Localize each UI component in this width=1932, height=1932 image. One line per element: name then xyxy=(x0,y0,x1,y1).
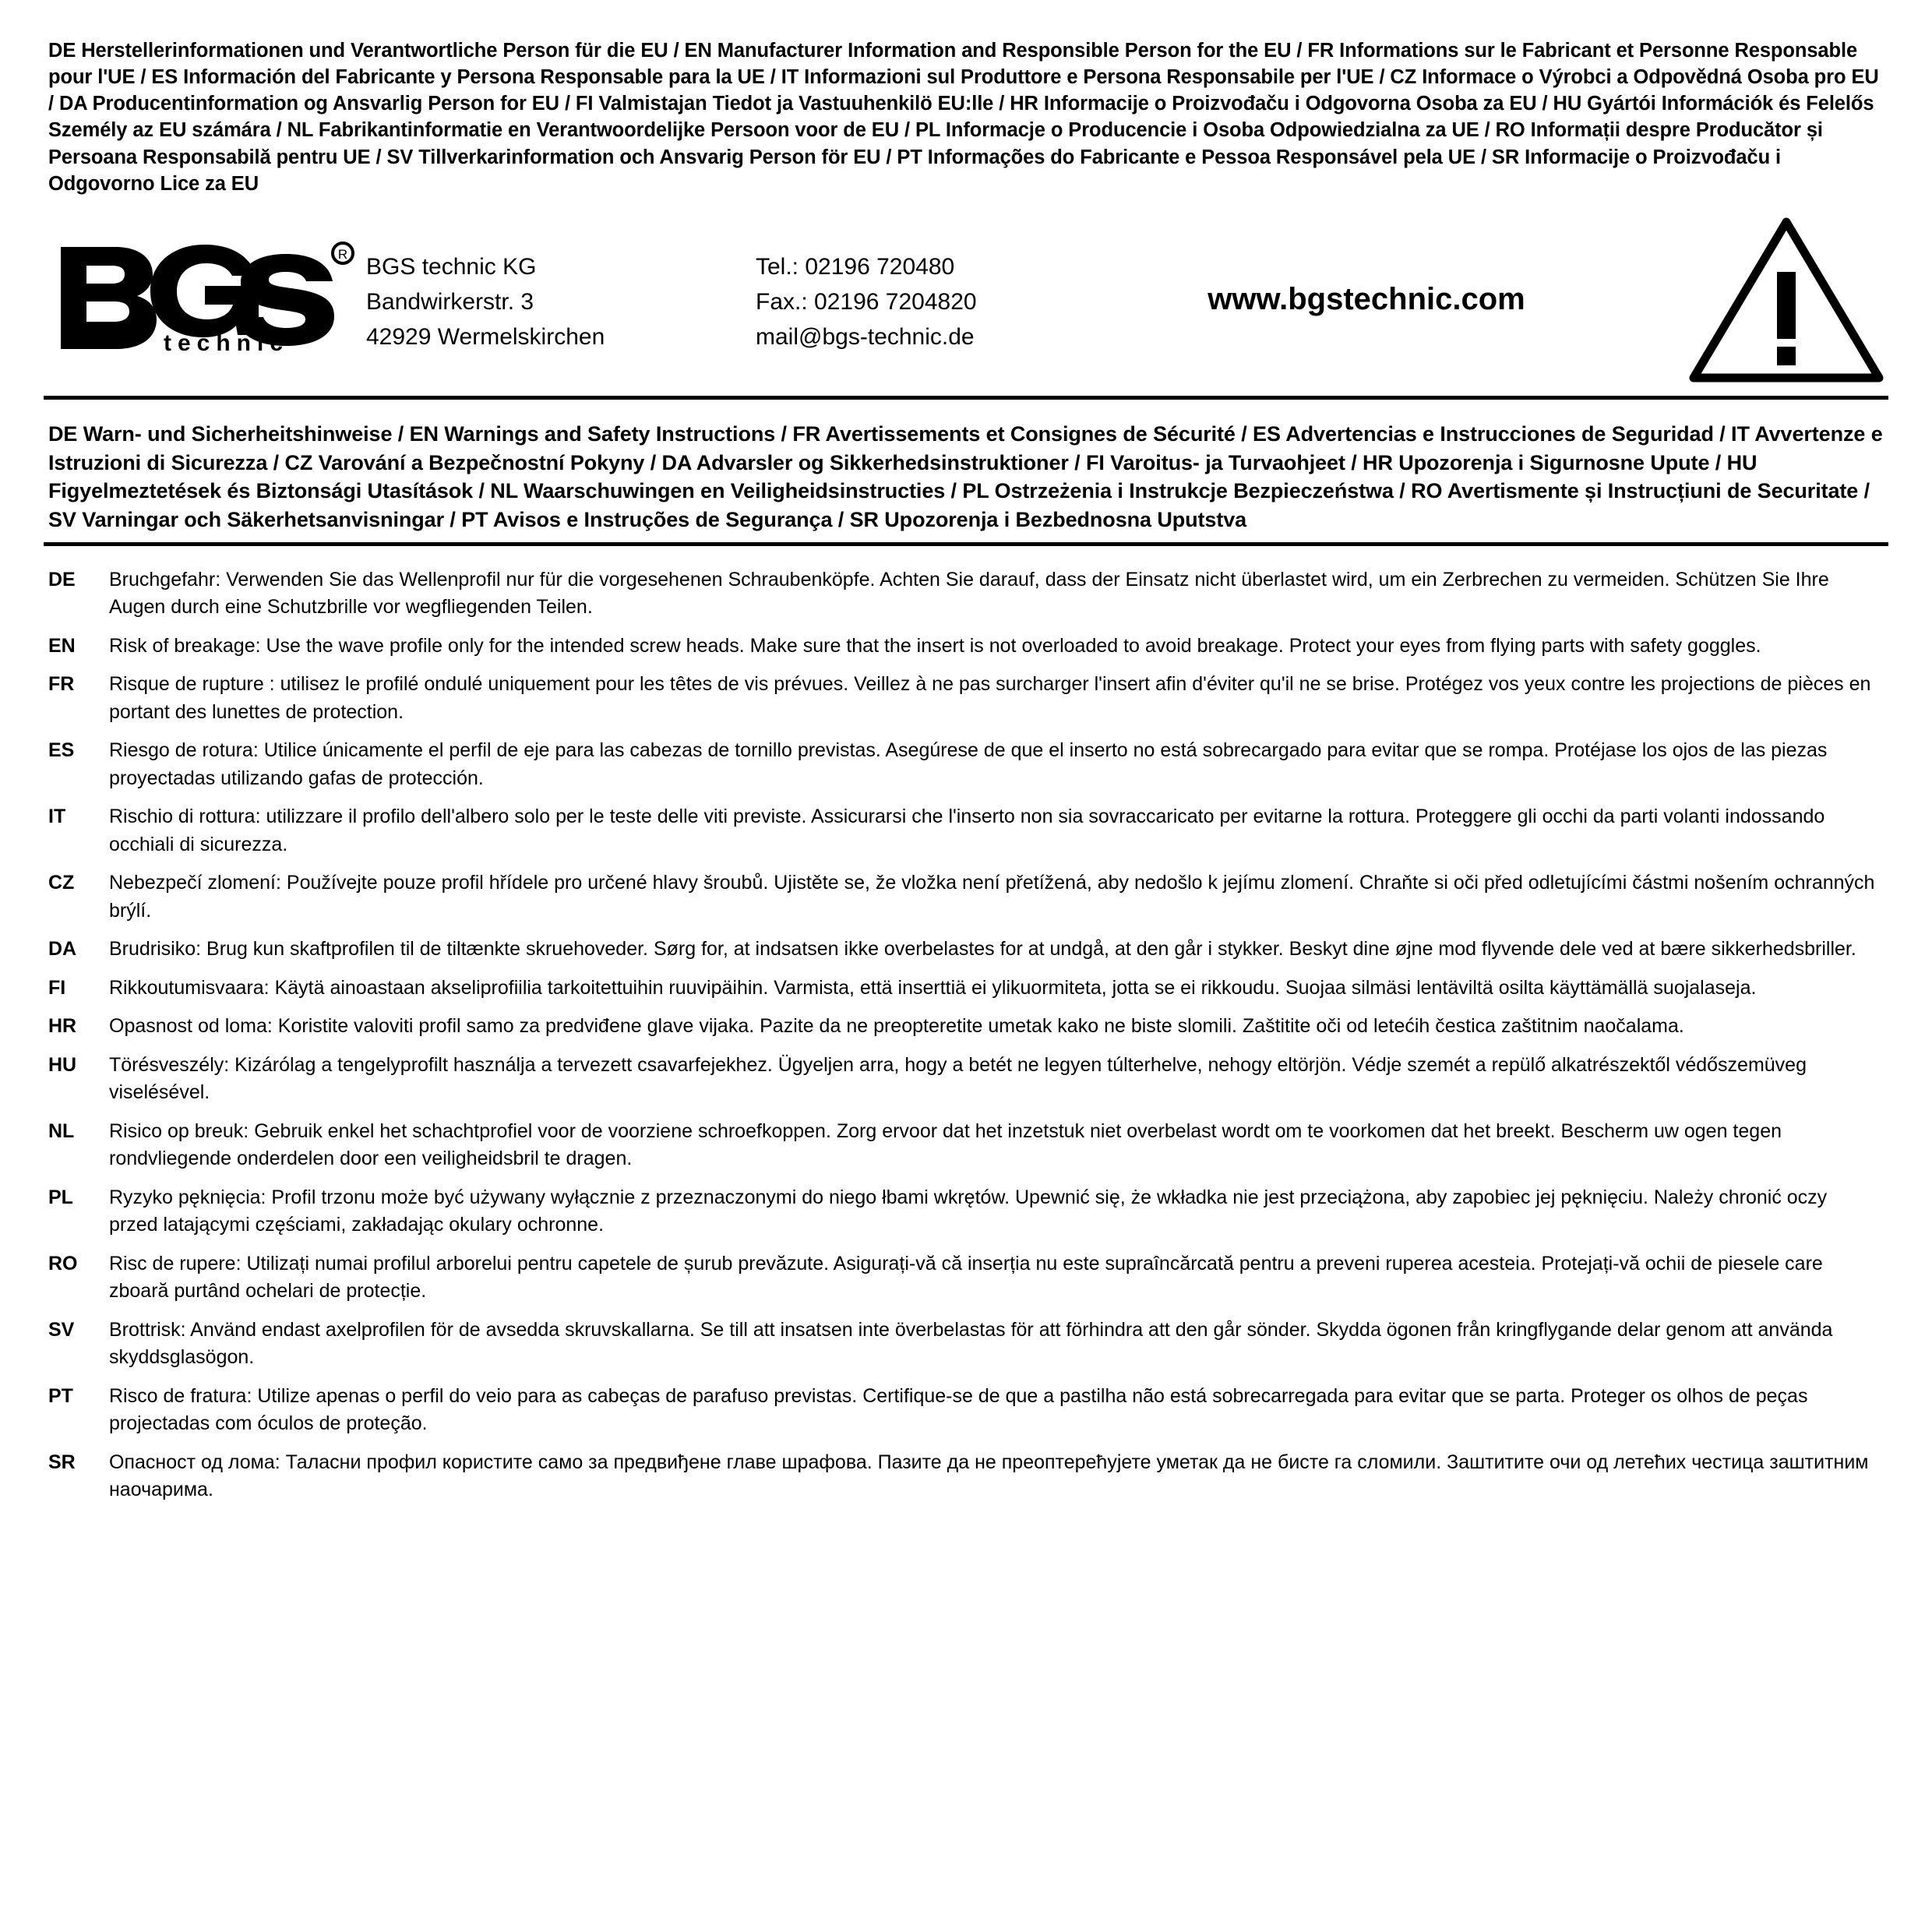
instruction-text: Ryzyko pęknięcia: Profil trzonu może być używany wyłącznie z przeznaczonymi do niego łbami wkrętów. Upewnić się, że wkładka nie jest przeciążona, aby zapobiec jej pęknięciu. Należy chronić oczy przed latającymi częściami, zakładając okulary ochronne. xyxy=(109,1186,1828,1236)
language-code: SR xyxy=(48,1451,76,1473)
language-code: PL xyxy=(48,1186,73,1208)
instructions-list xyxy=(44,566,1888,1504)
list-item xyxy=(48,671,1884,726)
list-item xyxy=(48,936,1884,964)
list-item xyxy=(48,633,1884,661)
company-address xyxy=(366,245,756,354)
list-item xyxy=(48,1317,1884,1372)
list-item xyxy=(48,869,1884,925)
language-code: DA xyxy=(48,938,77,961)
instruction-text: Rischio di rottura: utilizzare il profilo dell'albero solo per le teste delle viti previste. Assicurarsi che l'inserto non sia sovraccaricato per evitarne la rottura. Proteggere gli occhi da parti volanti indossando occhiali di sicurezza. xyxy=(109,806,1825,855)
instruction-text: Riesgo de rotura: Utilice únicamente el perfil de eje para las cabezas de tornillo previstas. Asegúrese de que el inserto no está sobrecargado para evitar que se rompa. Protéjase los ojos de las piezas proyectadas utilizando gafas de protección. xyxy=(109,739,1828,789)
instruction-text: Risk of breakage: Use the wave profile only for the intended screw heads. Make sure that the insert is not overloaded to avoid breakage. Protect your eyes from flying parts with safety goggles. xyxy=(109,634,1761,657)
instruction-text: Brottrisk: Använd endast axelprofilen för de avsedda skruvskallarna. Se till att insatsen inte överbelastas för att förhindra att den går sönder. Skydda ögonen från kringflygande delar genom att använda skyddsglasögon. xyxy=(109,1318,1833,1369)
language-code: DE xyxy=(48,568,76,591)
company-contact xyxy=(756,245,1091,354)
list-item xyxy=(48,737,1884,792)
instruction-text: Risque de rupture : utilisez le profilé ondulé uniquement pour les têtes de vis prévues. Veillez à ne pas surcharger l'insert afin d'éviter qu'il ne se brise. Protégez vos yeux contre les projections de pièces en portant des lunettes de protection. xyxy=(109,673,1871,723)
list-item xyxy=(48,1250,1884,1306)
instruction-text: Nebezpečí zlomení: Používejte pouze profil hřídele pro určené hlavy šroubů. Ujistěte se, že vložka není přetížená, aby nedošlo k jejímu zlomení. Chraňte si oči před odletujícími částmi nošením ochranných brýlí. xyxy=(109,872,1875,922)
instruction-text: Risico op breuk: Gebruik enkel het schachtprofiel voor de voorziene schroefkoppen. Zorg ervoor dat het inzetstuk niet overbelast wordt om te voorkomen dat het breekt. Bescherm uw ogen tegen rondvliegende onderdelen door een veiligheidsbril te dragen. xyxy=(109,1119,1782,1170)
instruction-text: Bruchgefahr: Verwenden Sie das Wellenprofil nur für die vorgesehenen Schraubenköpfe. Achten Sie darauf, dass der Einsatz nicht überlastet wird, um ein Zerbrechen zu vermeiden. Schützen Sie Ihre Augen durch eine Schutzbrille vor wegfliegenden Teilen. xyxy=(109,568,1829,619)
list-item xyxy=(48,1118,1884,1173)
company-tel: Tel.: 02196 720480 xyxy=(756,253,955,280)
language-code: HU xyxy=(48,1053,77,1076)
language-code: SV xyxy=(48,1318,75,1341)
warning-triangle-icon xyxy=(1673,216,1884,383)
company-email[interactable]: mail@bgs-technic.de xyxy=(756,323,975,350)
language-code: CZ xyxy=(48,872,75,894)
company-info-bar xyxy=(44,208,1888,400)
language-code: EN xyxy=(48,634,76,657)
company-name: BGS technic KG xyxy=(366,253,537,280)
manufacturer-info-heading: DE Herstellerinformationen und Verantwortliche Person für die EU / EN Manufacturer Information and Responsible Person for the EU / FR Informations sur le Fabricant et Personne Responsable pour l'UE / ES Información del Fabricante y Persona Responsable para la UE / IT Informazioni sul Produttore e Persona Responsabile per l'UE / CZ Informace o Výrobci a Odpovědná Osoba pro EU / DA Producentinformation og Ansvarlig Person for EU / FI Valmistajan Tiedot ja Vastuuhenkilö EU:lle / HR Informacije o Proizvođaču i Odgovorna Osoba za EU / HU Gyártói Információk és Felelős Személy az EU számára / NL Fabrikantinformatie en Verantwoordelijke Persoon voor de EU / PL Informacje o Producencie i Osoba Odpowiedzialna za UE / RO Informații despre Producător și Persoana Responsabilă pentru UE / SV Tillverkarinformation och Ansvarig Person för EU / PT Informações do Fabricante e Pessoa Responsável pela UE / SR Informacije o Proizvođaču i Odgovorno Lice za EU xyxy=(48,40,1879,195)
svg-text:R: R xyxy=(337,247,348,263)
list-item xyxy=(48,1013,1884,1041)
list-item xyxy=(48,975,1884,1003)
instruction-text: Опасност од лома: Таласни профил користите само за предвиђене главе шрафова. Пазите да не преоптерећујете уметак да не бисте га сломили. Заштитите очи од летећих честица заштитним наочарима. xyxy=(109,1451,1869,1501)
bgs-logo xyxy=(48,241,366,358)
list-item xyxy=(48,1383,1884,1438)
list-item xyxy=(48,1449,1884,1504)
instruction-text: Opasnost od loma: Koristite valoviti profil samo za predviđene glave vijaka. Pazite da ne preopteretite umetak kako ne biste slomili. Zaštitite oči od letećih čestica zaštitnim naočalama. xyxy=(109,1015,1684,1038)
instruction-text: Törésveszély: Kizárólag a tengelyprofilt használja a tervezett csavarfejekhez. Ügyeljen arra, hogy a betét ne legyen túlterhelve, nehogy eltörjön. Védje szemét a repülő alkatrészektől védőszemüveg viselésével. xyxy=(109,1053,1807,1104)
list-item xyxy=(48,1052,1884,1107)
company-fax: Fax.: 02196 7204820 xyxy=(756,288,977,315)
language-code: FR xyxy=(48,673,75,696)
company-website[interactable]: www.bgstechnic.com xyxy=(1208,281,1525,316)
warnings-heading: DE Warn- und Sicherheitshinweise / EN Warnings and Safety Instructions / FR Avertissements et Consignes de Sécurité / ES Advertencias e Instrucciones de Seguridad / IT Avvertenze e Istruzioni di Sicurezza / CZ Varování a Bezpečnostní Pokyny / DA Advarsler og Sikkerhedsinstruktioner / FI Varoitus- ja Turvaohjeet / HR Upozorenja i Sigurnosne Upute / HU Figyelmeztetések és Biztonsági Utasítások / NL Waarschuwingen en Veiligheidsinstructies / PL Ostrzeżenia i Instrukcje Bezpieczeństwa / RO Avertismente și Instrucțiuni de Securitate / SV Varningar och Säkerhetsanvisningar / PT Avisos e Instruções de Segurança / SR Upozorenja i Bezbednosna Uputstva xyxy=(44,400,1888,546)
language-code: PT xyxy=(48,1384,73,1407)
list-item xyxy=(48,803,1884,858)
list-item xyxy=(48,1184,1884,1239)
instruction-text: Brudrisiko: Brug kun skaftprofilen til de tiltænkte skruehoveder. Sørg for, at indsatsen ikke overbelastes for at undgå, at den går i stykker. Beskyt dine øjne mod flyvende dele ved at bære sikkerhedsbriller. xyxy=(109,938,1856,961)
company-city: 42929 Wermelskirchen xyxy=(366,323,605,350)
language-code: ES xyxy=(48,739,75,762)
language-code: FI xyxy=(48,976,66,999)
language-code: HR xyxy=(48,1015,77,1038)
language-code: NL xyxy=(48,1119,75,1142)
instruction-text: Rikkoutumisvaara: Käytä ainoastaan akseliprofiilia tarkoitettuihin ruuvipäihin. Varmista, että inserttiä ei ylikuormiteta, jotta se ei rikkoudu. Suojaa silmäsi lentäviltä osilta käyttämällä suojalaseja. xyxy=(109,976,1757,999)
language-code: IT xyxy=(48,806,66,828)
list-item xyxy=(48,566,1884,622)
company-street: Bandwirkerstr. 3 xyxy=(366,288,534,315)
instruction-text: Risco de fratura: Utilize apenas o perfil do veio para as cabeças de parafuso previstas. Certifique-se de que a pastilha não está sobrecarregada para evitar que se parta. Proteger os olhos de peças projectadas com óculos de proteção. xyxy=(109,1384,1808,1435)
instruction-text: Risc de rupere: Utilizați numai profilul arborelui pentru capetele de șurub prevăzute. Asigurați-vă că inserția nu este supraîncărcată pentru a preveni ruperea acesteia. Protejați-vă ochii de piesele care zboară purtând ochelari de protecție. xyxy=(109,1252,1823,1303)
language-code: RO xyxy=(48,1252,78,1274)
svg-text:technic: technic xyxy=(164,330,290,357)
